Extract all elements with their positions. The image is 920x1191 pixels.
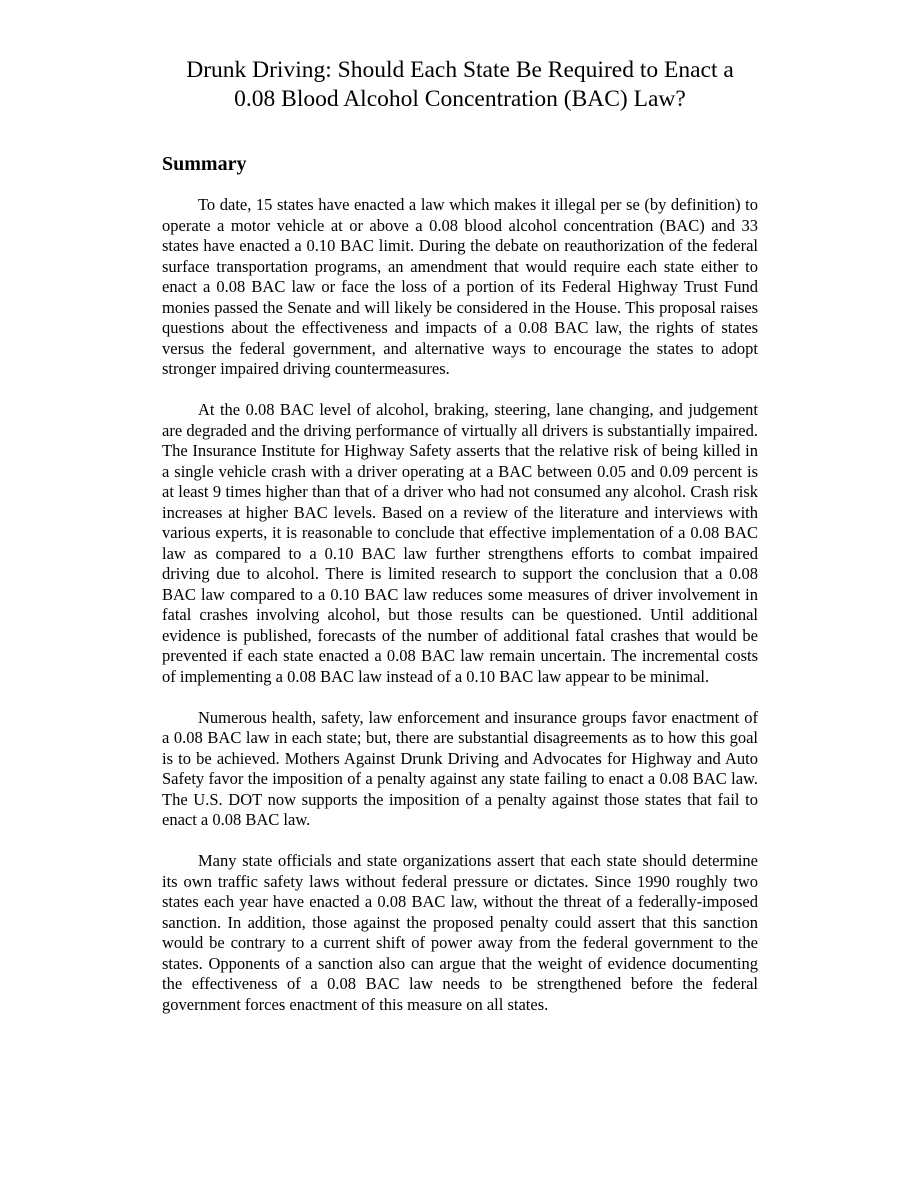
summary-body: [162, 195, 758, 1036]
paragraph-4: Many state officials and state organizations assert that each state should determine its own traffic safety laws without federal pressure or dictates. Since 1990 roughly two states each year have enacted a 0.08 BAC law, without the threat of a federally-imposed sanction. In addition, those against the proposed penalty could assert that this sanction would be contrary to a current shift of power away from the federal government to the states. Opponents of a sanction also can argue that the weight of evidence documenting the effectiveness of a 0.08 BAC law needs to be strengthened before the federal government forces enactment of this measure on all states.: [162, 851, 758, 1014]
title-line-2: 0.08 Blood Alcohol Concentration (BAC) Law?: [234, 86, 686, 112]
title-line-1: Drunk Driving: Should Each State Be Required to Enact a: [186, 57, 734, 83]
document-title: [150, 56, 770, 114]
section-heading: Summary: [162, 153, 247, 175]
paragraph-3: Numerous health, safety, law enforcement and insurance groups favor enactment of a 0.08 BAC law in each state; but, there are substantial disagreements as to how this goal is to be achieved. Mothers Against Drunk Driving and Advocates for Highway and Auto Safety favor the imposition of a penalty against any state failing to enact a 0.08 BAC law. The U.S. DOT now supports the imposition of a penalty against those states that fail to enact a 0.08 BAC law.: [162, 707, 758, 829]
paragraph-1: To date, 15 states have enacted a law which makes it illegal per se (by definition) to operate a motor vehicle at or above a 0.08 blood alcohol concentration (BAC) and 33 states have enacted a 0.10 BAC limit. During the debate on reauthorization of the federal surface transportation programs, an amendment that would require each state either to enact a 0.08 BAC law or face the loss of a portion of its Federal Highway Trust Fund monies passed the Senate and will likely be considered in the House. This proposal raises questions about the effectiveness and impacts of a 0.08 BAC law, the rights of states versus the federal government, and alternative ways to encourage the states to adopt stronger impaired driving countermeasures.: [162, 195, 758, 378]
paragraph-2: At the 0.08 BAC level of alcohol, braking, steering, lane changing, and judgement are degraded and the driving performance of virtually all drivers is substantially impaired. The Insurance Institute for Highway Safety asserts that the relative risk of being killed in a single vehicle crash with a driver operating at a BAC between 0.05 and 0.09 percent is at least 9 times higher than that of a driver who had not consumed any alcohol. Crash risk increases at higher BAC levels. Based on a review of the literature and interviews with various experts, it is reasonable to conclude that effective implementation of a 0.08 BAC law as compared to a 0.10 BAC law further strengthens efforts to combat impaired driving due to alcohol. There is limited research to support the conclusion that a 0.08 BAC law compared to a 0.10 BAC law reduces some measures of driver involvement in fatal crashes involving alcohol, but those results can be questioned. Until additional evidence is published, forecasts of the number of additional fatal crashes that would be prevented if each state enacted a 0.08 BAC law remain uncertain. The incremental costs of implementing a 0.08 BAC law instead of a 0.10 BAC law appear to be minimal.: [162, 400, 758, 686]
